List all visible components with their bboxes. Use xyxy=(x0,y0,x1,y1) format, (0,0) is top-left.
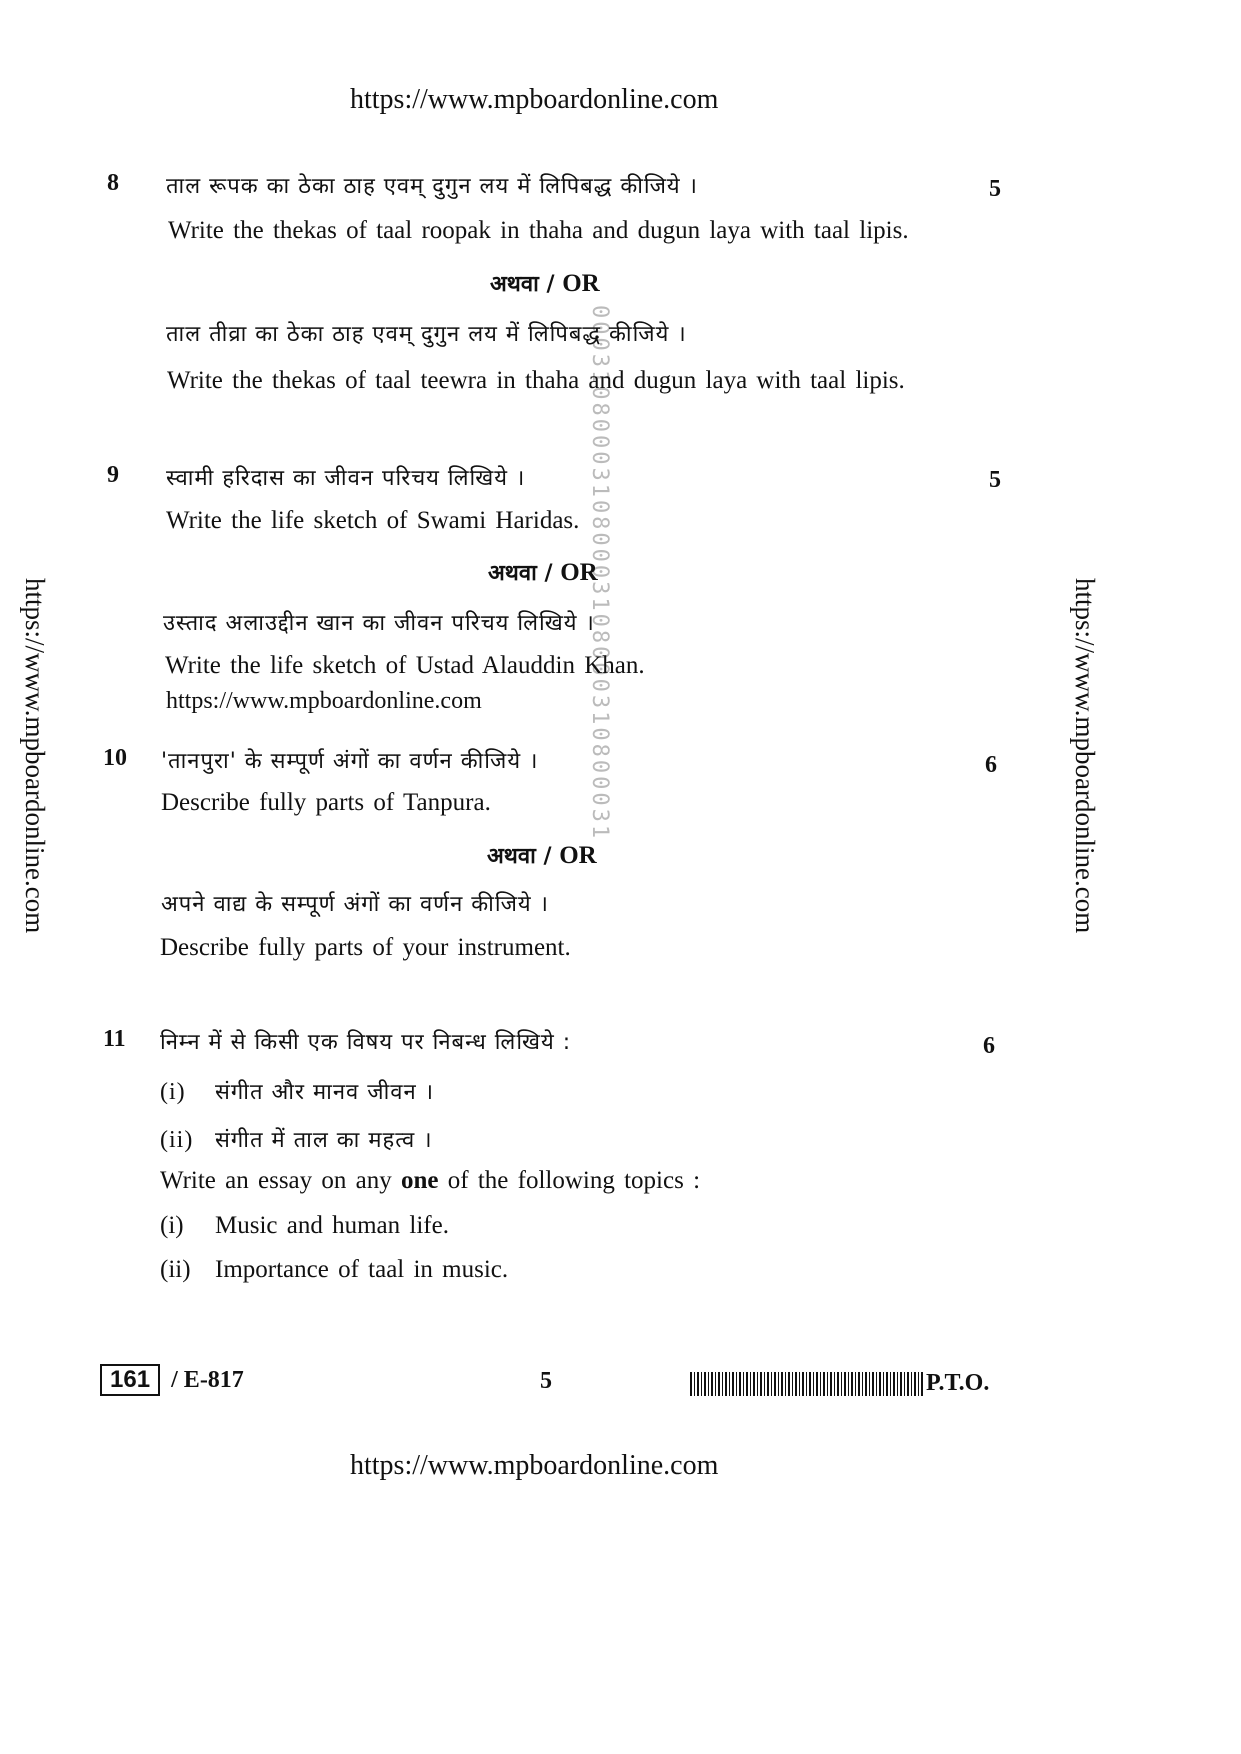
alternative-hindi: ताल तीव्रा का ठेका ठाह एवम् दुगुन लय में लिपिबद्ध कीजिये । xyxy=(166,322,687,347)
inline-url: https://www.mpboardonline.com xyxy=(166,688,482,714)
alternative-english: Write the thekas of taal teewra in thaha and dugun laya with taal lipis. xyxy=(167,367,905,394)
or-divider xyxy=(487,840,597,870)
english-pre: Write an essay on any xyxy=(160,1167,392,1194)
english-bold: one xyxy=(401,1167,439,1194)
question-marks: 6 xyxy=(985,752,997,778)
question-english: Write the thekas of taal roopak in thaha and dugun laya with taal lipis. xyxy=(168,217,909,244)
or-english: OR xyxy=(560,559,598,586)
or-separator: / xyxy=(546,272,555,297)
alternative-hindi: उस्ताद अलाउद्दीन खान का जीवन परिचय लिखिये । xyxy=(163,611,595,636)
item-label: (ii) xyxy=(160,1256,191,1283)
or-separator: / xyxy=(543,844,552,869)
question-marks: 5 xyxy=(989,176,1001,202)
or-separator: / xyxy=(544,561,553,586)
question-number: 10 xyxy=(103,745,127,771)
or-hindi: अथवा xyxy=(488,561,537,586)
english-topic-item xyxy=(160,1256,508,1284)
footer-url: https://www.mpboardonline.com xyxy=(350,1450,719,1481)
alternative-hindi: अपने वाद्य के सम्पूर्ण अंगों का वर्णन कीजिये । xyxy=(161,892,549,917)
or-hindi: अथवा xyxy=(490,272,539,297)
question-number: 8 xyxy=(107,170,119,196)
alternative-english: Write the life sketch of Ustad Alauddin Khan. xyxy=(165,652,645,679)
hindi-topic-item xyxy=(160,1124,433,1154)
or-english: OR xyxy=(559,842,597,869)
question-hindi: 'तानपुरा' के सम्पूर्ण अंगों का वर्णन कीजिये । xyxy=(161,749,539,774)
question-english xyxy=(160,1167,700,1195)
item-text: Music and human life. xyxy=(215,1212,449,1239)
question-english: Write the life sketch of Swami Haridas. xyxy=(166,507,580,534)
question-marks: 6 xyxy=(983,1033,995,1059)
item-label: (i) xyxy=(160,1212,184,1239)
question-hindi: निम्न में से किसी एक विषय पर निबन्ध लिखिये : xyxy=(160,1030,572,1055)
item-label: (i) xyxy=(160,1079,186,1105)
paper-code-suffix: / E-817 xyxy=(171,1367,244,1393)
question-marks: 5 xyxy=(989,467,1001,493)
pto-label: P.T.O. xyxy=(926,1370,990,1396)
question-hindi: ताल रूपक का ठेका ठाह एवम् दुगुन लय में लिपिबद्ध कीजिये । xyxy=(166,174,699,199)
side-url-left: https://www.mpboardonline.com xyxy=(20,578,50,934)
header-url: https://www.mpboardonline.com xyxy=(350,84,719,115)
alternative-english: Describe fully parts of your instrument. xyxy=(160,934,571,961)
or-english: OR xyxy=(562,270,600,297)
english-post: of the following topics : xyxy=(447,1167,701,1194)
or-hindi: अथवा xyxy=(487,844,536,869)
paper-code-box: 161 xyxy=(100,1364,160,1396)
side-url-right: https://www.mpboardonline.com xyxy=(1070,578,1100,934)
or-divider xyxy=(488,557,598,587)
paper-stamp: 000310800031080003108000310800031 xyxy=(587,305,612,842)
question-number: 11 xyxy=(103,1026,126,1052)
item-text: Importance of taal in music. xyxy=(215,1256,509,1283)
hindi-topic-item xyxy=(160,1076,434,1106)
or-divider xyxy=(490,268,600,298)
paper-code xyxy=(100,1364,244,1396)
page-number: 5 xyxy=(540,1368,552,1394)
question-english: Describe fully parts of Tanpura. xyxy=(161,789,491,816)
english-topic-item xyxy=(160,1212,449,1240)
question-hindi: स्वामी हरिदास का जीवन परिचय लिखिये । xyxy=(166,466,526,491)
barcode xyxy=(690,1372,925,1396)
question-number: 9 xyxy=(107,462,119,488)
item-text: संगीत में ताल का महत्व । xyxy=(215,1128,433,1153)
item-label: (ii) xyxy=(160,1127,194,1153)
item-text: संगीत और मानव जीवन । xyxy=(215,1080,435,1105)
